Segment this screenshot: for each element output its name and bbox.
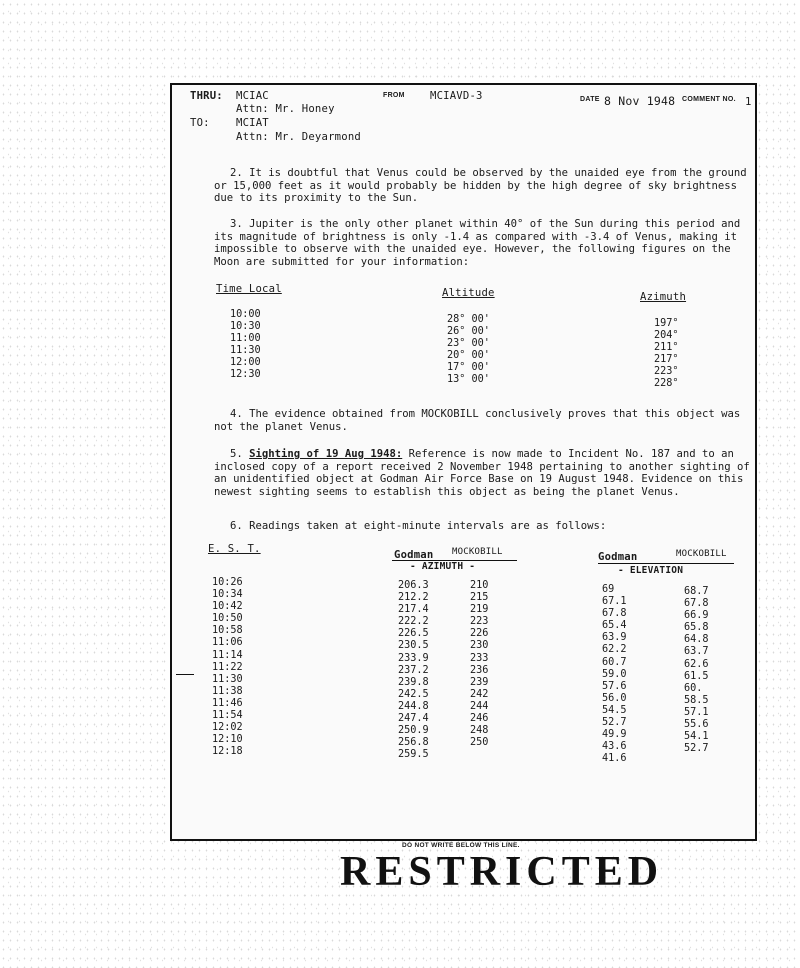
mockobill-azimuth-value: 226 — [470, 628, 489, 640]
reading-time: 10:50 — [212, 613, 243, 625]
reading-time: 10:58 — [212, 625, 243, 637]
mockobill-elevation-value: 58.5 — [684, 694, 709, 706]
reading-time: 11:30 — [212, 673, 243, 685]
godman-elevation-value: 59.0 — [602, 668, 627, 680]
godman-elevation-value: 54.5 — [602, 704, 627, 716]
mockobill-azimuth-value: 230 — [470, 640, 489, 652]
moon-time: 11:00 — [230, 333, 261, 345]
readings-col-est-header: E. S. T. — [208, 543, 261, 555]
to-label: TO: — [190, 117, 210, 129]
godman-elevation-value: 49.9 — [602, 729, 627, 741]
moon-time-column — [230, 309, 261, 382]
mockobill-azimuth-value: 223 — [470, 616, 489, 628]
attn-deyarmond: Attn: Mr. Deyarmond — [236, 131, 361, 143]
godman-elevation-value: 57.6 — [602, 680, 627, 692]
elevation-header-rule — [598, 563, 734, 564]
moon-altitude: 26° 00' — [447, 326, 490, 338]
from-label: FROM — [383, 92, 405, 99]
restricted-stamp: RESTRICTED — [340, 849, 664, 895]
godman-elevation-value: 62.2 — [602, 644, 627, 656]
readings-col-godman-elevation-header: Godman — [598, 551, 638, 563]
readings-time-column — [212, 577, 243, 758]
paragraph-6: 6. Readings taken at eight-minute intervals are as follows: — [230, 520, 607, 532]
mockobill-azimuth-value: 246 — [470, 713, 489, 725]
godman-azimuth-value: 217.4 — [398, 604, 429, 616]
moon-time: 12:30 — [230, 369, 261, 381]
attn-honey: Attn: Mr. Honey — [236, 103, 335, 115]
comment-no-label: COMMENT NO. — [682, 96, 736, 103]
mockobill-elevation-value: 63.7 — [684, 646, 709, 658]
moon-time: 10:30 — [230, 321, 261, 333]
godman-azimuth-value: 233.9 — [398, 652, 429, 664]
godman-azimuth-value: 242.5 — [398, 688, 429, 700]
reading-time: 11:14 — [212, 649, 243, 661]
azimuth-group-label: - AZIMUTH - — [410, 561, 476, 572]
moon-azimuth: 217° — [654, 354, 679, 366]
godman-azimuth-value: 244.8 — [398, 700, 429, 712]
to-value: MCIAT — [236, 117, 269, 129]
paragraph-5 — [214, 448, 754, 498]
moon-azimuth: 211° — [654, 342, 679, 354]
date-label: DATE — [580, 96, 600, 103]
reading-time: 12:10 — [212, 734, 243, 746]
paragraph-2: 2. It is doubtful that Venus could be observed by the unaided eye from the ground or 15,000 feet as it would probably be hidden by the high degree of sky brightness due to its proximity to the Sun. — [214, 167, 747, 204]
mockobill-elevation-value: 67.8 — [684, 598, 709, 610]
margin-tick-mark — [176, 674, 194, 675]
do-not-write-notice: DO NOT WRITE BELOW THIS LINE. — [402, 842, 520, 849]
reading-time: 10:34 — [212, 589, 243, 601]
moon-azimuth: 204° — [654, 330, 679, 342]
thru-value: MCIAC — [236, 90, 269, 102]
mockobill-elevation-value: 65.8 — [684, 622, 709, 634]
reading-time: 11:46 — [212, 697, 243, 709]
mockobill-azimuth-value: 239 — [470, 676, 489, 688]
moon-altitude: 13° 00' — [447, 374, 490, 386]
moon-col-time-header: Time Local — [216, 283, 282, 295]
reading-time: 12:18 — [212, 746, 243, 758]
moon-azimuth: 228° — [654, 378, 679, 390]
godman-elevation-value: 56.0 — [602, 692, 627, 704]
reading-time: 12:02 — [212, 722, 243, 734]
moon-time: 12:00 — [230, 357, 261, 369]
mockobill-elevation-value: 64.8 — [684, 634, 709, 646]
reading-time: 11:38 — [212, 685, 243, 697]
godman-azimuth-value: 259.5 — [398, 749, 429, 761]
paragraph-5-body: Reference is now made to Incident No. 187 and to an inclosed copy of a report received 2 November 1948 pertaining to another sighting of an unidentified object at Godman Air Force Base on 19 August 1948. Evidence on this newest sighting seems to establish this object as being the planet Venus. — [214, 448, 750, 498]
mockobill-elevation-value: 54.1 — [684, 731, 709, 743]
readings-godman-azimuth-column — [398, 580, 429, 761]
readings-col-mockobill-azimuth-header: MOCKOBILL — [452, 547, 503, 557]
godman-elevation-value: 67.1 — [602, 596, 627, 608]
reading-time: 11:54 — [212, 710, 243, 722]
reading-time: 11:06 — [212, 637, 243, 649]
mockobill-azimuth-value: 236 — [470, 664, 489, 676]
godman-azimuth-value: 212.2 — [398, 592, 429, 604]
moon-azimuth-column — [654, 318, 679, 391]
readings-mockobill-azimuth-column — [470, 580, 488, 749]
moon-altitude: 23° 00' — [447, 338, 490, 350]
mockobill-azimuth-value: 215 — [470, 592, 489, 604]
mockobill-elevation-value: 55.6 — [684, 719, 709, 731]
godman-elevation-value: 65.4 — [602, 620, 627, 632]
moon-altitude-column — [447, 314, 490, 387]
paragraph-5-number: 5. — [230, 448, 243, 460]
reading-time: 10:26 — [212, 577, 243, 588]
godman-elevation-value: 41.6 — [602, 753, 627, 765]
mockobill-azimuth-value: 219 — [470, 604, 489, 616]
godman-azimuth-value: 256.8 — [398, 737, 429, 749]
mockobill-elevation-value: 61.5 — [684, 670, 709, 682]
moon-col-azimuth-header: Azimuth — [640, 291, 687, 303]
godman-elevation-value: 69 — [602, 584, 615, 595]
mockobill-elevation-value: 60. — [684, 682, 703, 694]
godman-azimuth-value: 222.2 — [398, 616, 429, 628]
moon-azimuth: 197° — [654, 318, 679, 329]
moon-col-altitude-header: Altitude — [442, 287, 495, 299]
moon-azimuth: 223° — [654, 366, 679, 378]
thru-label: THRU: — [190, 90, 223, 102]
godman-azimuth-value: 239.8 — [398, 676, 429, 688]
paragraph-4: 4. The evidence obtained from MOCKOBILL conclusively proves that this object was not the planet Venus. — [214, 408, 741, 433]
godman-azimuth-value: 226.5 — [398, 628, 429, 640]
godman-azimuth-value: 237.2 — [398, 664, 429, 676]
azimuth-header-rule — [392, 560, 517, 561]
mockobill-azimuth-value: 248 — [470, 725, 489, 737]
mockobill-azimuth-value: 233 — [470, 652, 489, 664]
readings-col-godman-azimuth-header: Godman — [394, 549, 434, 561]
comment-no-value: 1 — [745, 96, 752, 108]
mockobill-azimuth-value: 244 — [470, 700, 489, 712]
mockobill-azimuth-value: 242 — [470, 688, 489, 700]
godman-elevation-value: 52.7 — [602, 717, 627, 729]
mockobill-elevation-value: 57.1 — [684, 706, 709, 718]
mockobill-elevation-value: 62.6 — [684, 658, 709, 670]
from-value: MCIAVD-3 — [430, 90, 483, 102]
godman-elevation-value: 60.7 — [602, 656, 627, 668]
godman-elevation-value: 43.6 — [602, 741, 627, 753]
godman-azimuth-value: 206.3 — [398, 580, 429, 591]
godman-elevation-value: 67.8 — [602, 608, 627, 620]
paragraph-3: 3. Jupiter is the only other planet within 40° of the Sun during this period and its magnitude of brightness is only -1.4 as compared with -3.4 of Venus, making it impossible to observe with the unaided eye. However, the following figures on the Moon are submitted for your information: — [214, 218, 741, 268]
moon-time: 10:00 — [230, 309, 261, 320]
paragraph-5-heading: Sighting of 19 Aug 1948: — [249, 448, 403, 460]
mockobill-elevation-value: 68.7 — [684, 586, 709, 597]
readings-col-mockobill-elevation-header: MOCKOBILL — [676, 549, 727, 559]
godman-azimuth-value: 247.4 — [398, 713, 429, 725]
moon-altitude: 20° 00' — [447, 350, 490, 362]
moon-time: 11:30 — [230, 345, 261, 357]
godman-azimuth-value: 230.5 — [398, 640, 429, 652]
moon-altitude: 28° 00' — [447, 314, 490, 325]
elevation-group-label: - ELEVATION — [618, 565, 684, 576]
godman-azimuth-value: 250.9 — [398, 725, 429, 737]
mockobill-azimuth-value: 210 — [470, 580, 489, 591]
readings-mockobill-elevation-column — [684, 586, 709, 755]
reading-time: 11:22 — [212, 661, 243, 673]
date-value: 8 Nov 1948 — [604, 94, 676, 108]
mockobill-azimuth-value: 250 — [470, 737, 489, 749]
mockobill-elevation-value: 52.7 — [684, 743, 709, 755]
readings-godman-elevation-column — [602, 584, 627, 765]
godman-elevation-value: 63.9 — [602, 632, 627, 644]
reading-time: 10:42 — [212, 601, 243, 613]
moon-altitude: 17° 00' — [447, 362, 490, 374]
mockobill-elevation-value: 66.9 — [684, 610, 709, 622]
